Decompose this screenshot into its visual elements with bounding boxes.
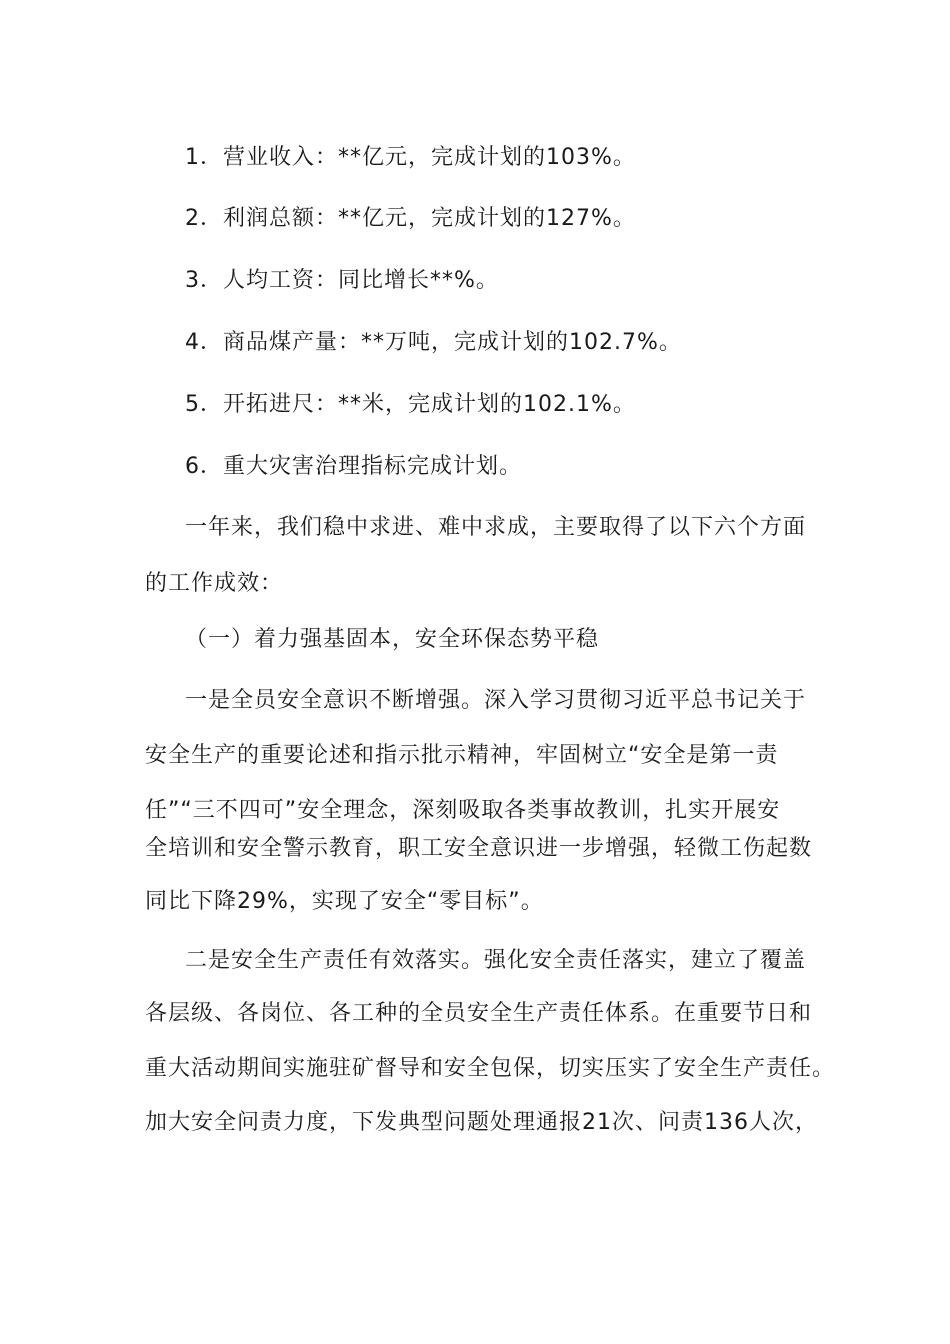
list-item-profit: 2．利润总额：**亿元，完成计划的127%。 [185, 206, 636, 231]
intro-line-2: 的工作成效： [145, 571, 284, 596]
para2-line-1: 二是安全生产责任有效落实。强化安全责任落实，建立了覆盖 [185, 948, 807, 973]
para1-line-5: 同比下降29%，实现了安全“零目标”。 [145, 889, 544, 914]
para1-line-2: 安全生产的重要论述和指示批示精神，牢固树立“安全是第一责 [145, 743, 779, 768]
list-item-revenue: 1．营业收入：**亿元，完成计划的103%。 [185, 145, 636, 170]
para2-line-4: 加大安全问责力度，下发典型问题处理通报21次、问责136人次， [145, 1110, 818, 1135]
intro-line-1: 一年来，我们稳中求进、难中求成，主要取得了以下六个方面 [185, 515, 807, 540]
para1-line-1: 一是全员安全意识不断增强。深入学习贯彻习近平总书记关于 [185, 688, 807, 713]
para2-line-3: 重大活动期间实施驻矿督导和安全包保，切实压实了安全生产责任。 [145, 1056, 836, 1081]
list-item-disaster-control: 6．重大灾害治理指标完成计划。 [185, 454, 522, 479]
para2-line-2: 各层级、各岗位、各工种的全员安全生产责任体系。在重要节日和 [145, 1001, 813, 1026]
para1-line-3: 任”“三不四可”安全理念，深刻吸取各类事故教训，扎实开展安 [145, 798, 781, 823]
list-item-coal-output: 4．商品煤产量：**万吨，完成计划的102.7%。 [185, 330, 682, 355]
section-heading: （一）着力强基固本，安全环保态势平稳 [185, 627, 600, 652]
list-item-salary: 3．人均工资：同比增长**%。 [185, 268, 499, 293]
para1-line-4: 全培训和安全警示教育，职工安全意识进一步增强，轻微工伤起数 [145, 836, 813, 861]
list-item-tunneling: 5．开拓进尺：**米，完成计划的102.1%。 [185, 392, 636, 417]
